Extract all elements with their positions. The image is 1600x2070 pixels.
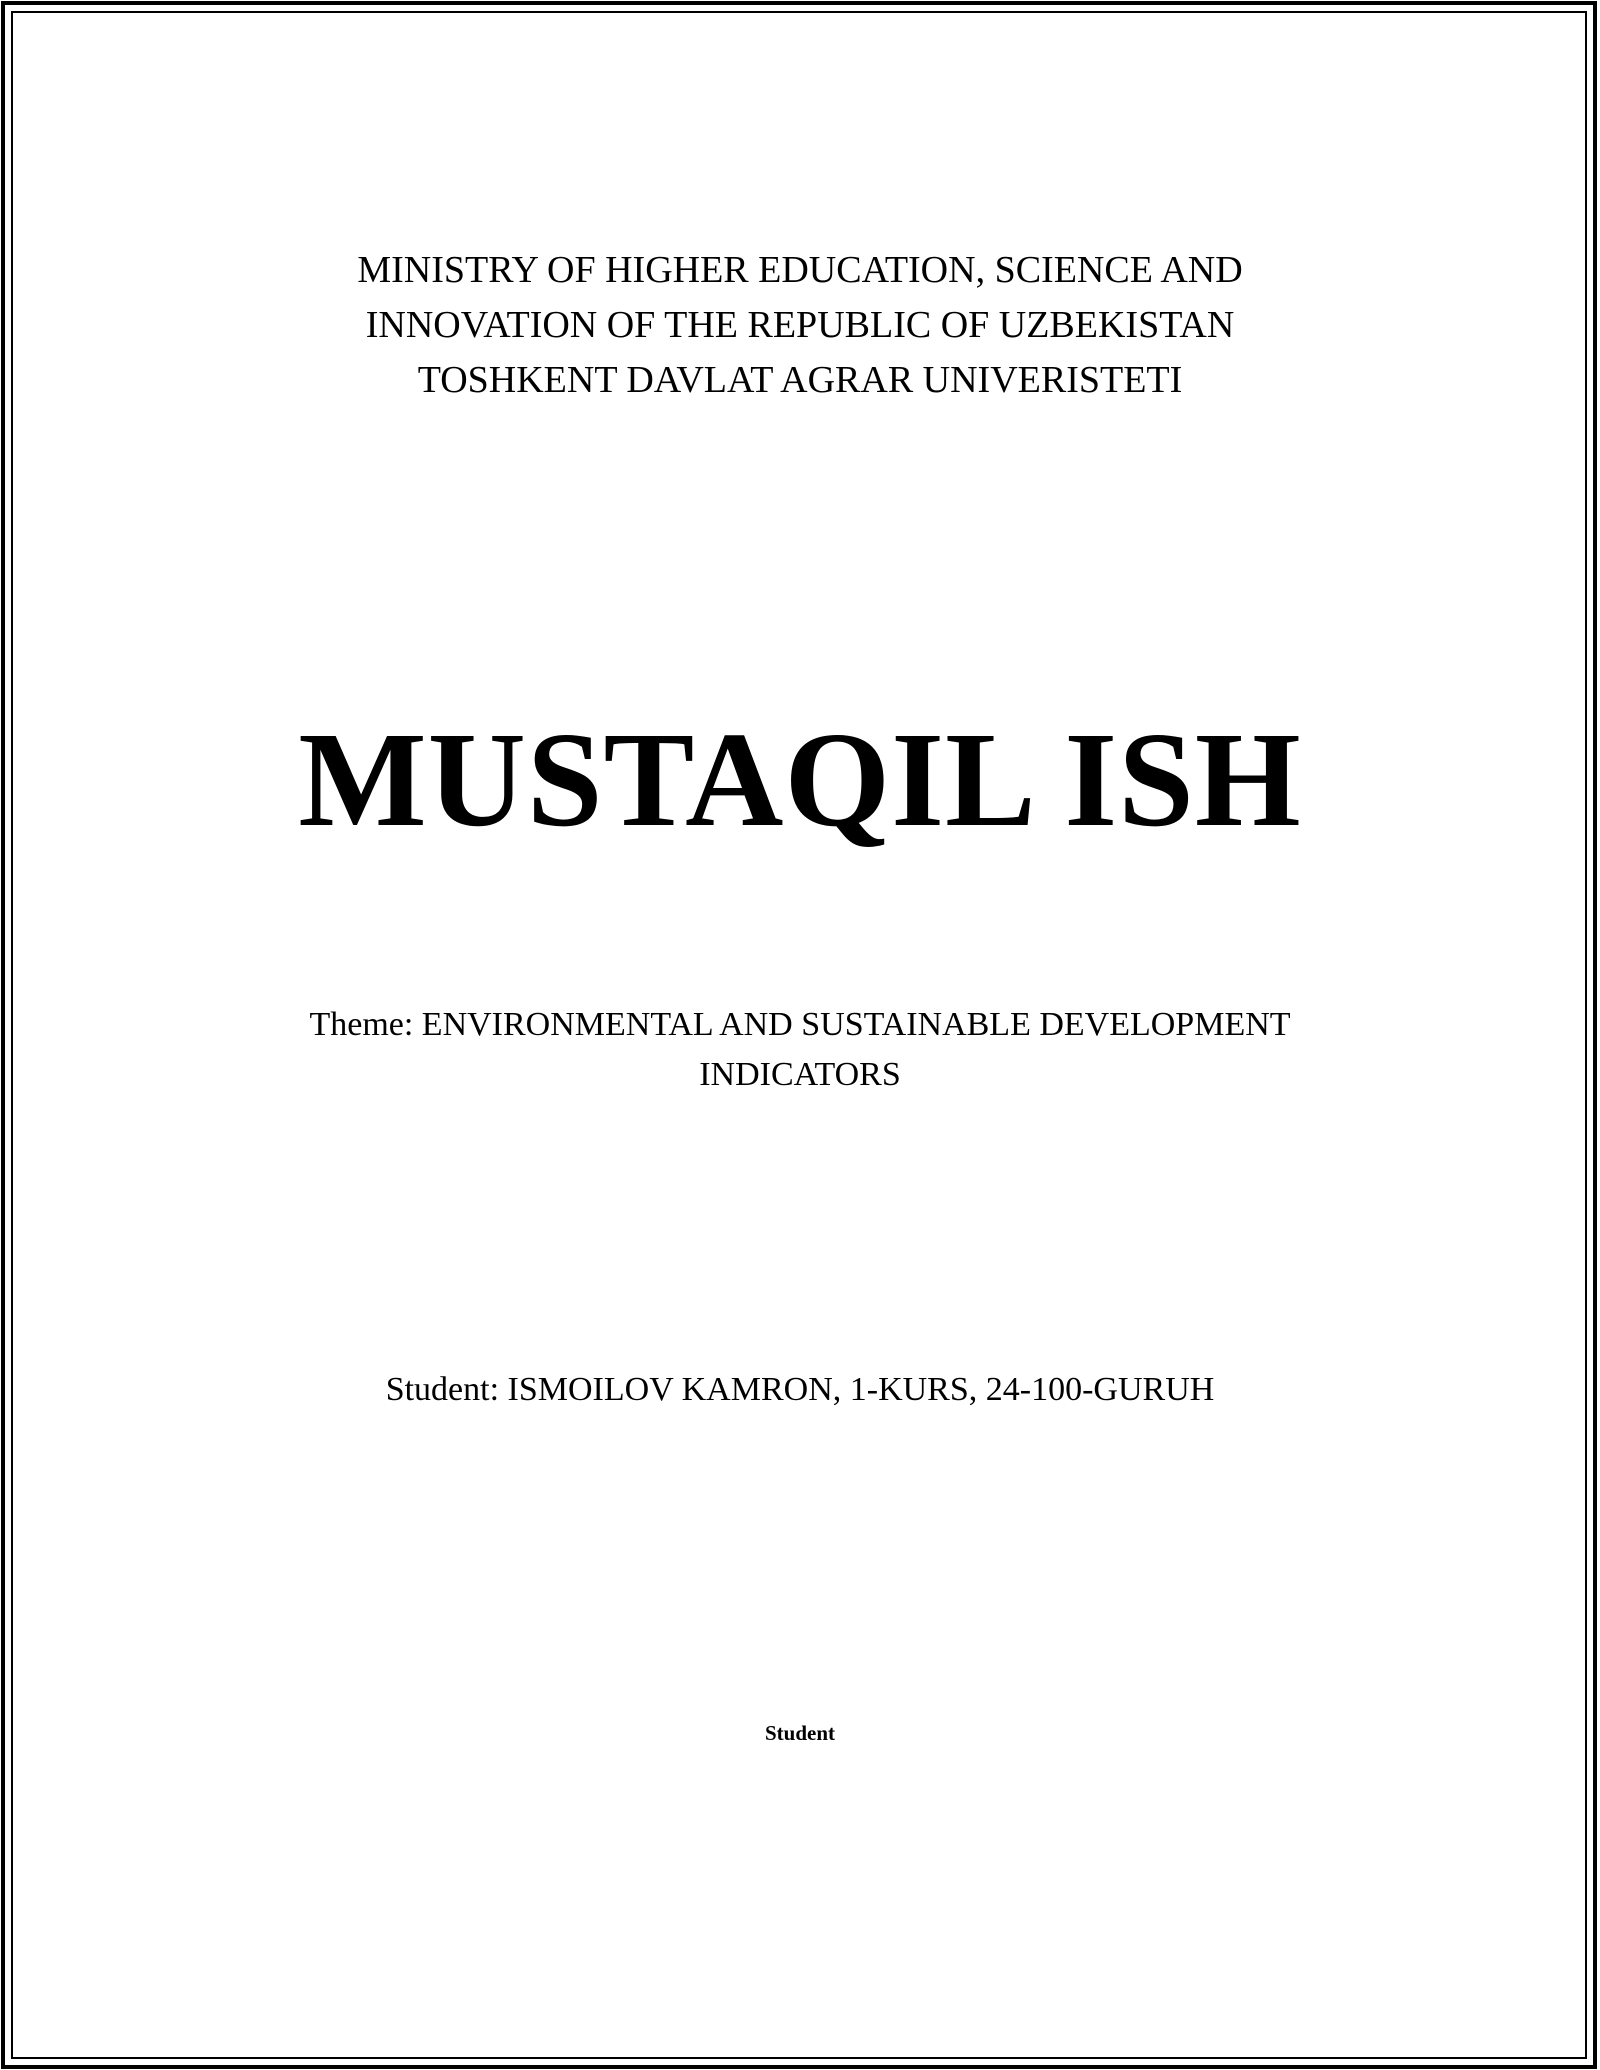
header-line: MINISTRY OF HIGHER EDUCATION, SCIENCE AND bbox=[357, 249, 1243, 291]
theme-line: INDICATORS bbox=[699, 1056, 901, 1093]
document-title: MUSTAQIL ISH bbox=[298, 705, 1302, 855]
theme-line: Theme: ENVIRONMENTAL AND SUSTAINABLE DEVELOPMENT bbox=[309, 1006, 1291, 1043]
header-line: INNOVATION OF THE REPUBLIC OF UZBEKISTAN bbox=[365, 304, 1235, 346]
theme-block bbox=[0, 1000, 1600, 1100]
ministry-header bbox=[0, 243, 1600, 408]
student-signature-label: Student bbox=[764, 1721, 836, 1745]
student-info: Student: ISMOILOV KAMRON, 1-KURS, 24-100-GURUH bbox=[385, 1371, 1215, 1408]
university-name: TOSHKENT DAVLAT AGRAR UNIVERISTETI bbox=[417, 359, 1183, 401]
